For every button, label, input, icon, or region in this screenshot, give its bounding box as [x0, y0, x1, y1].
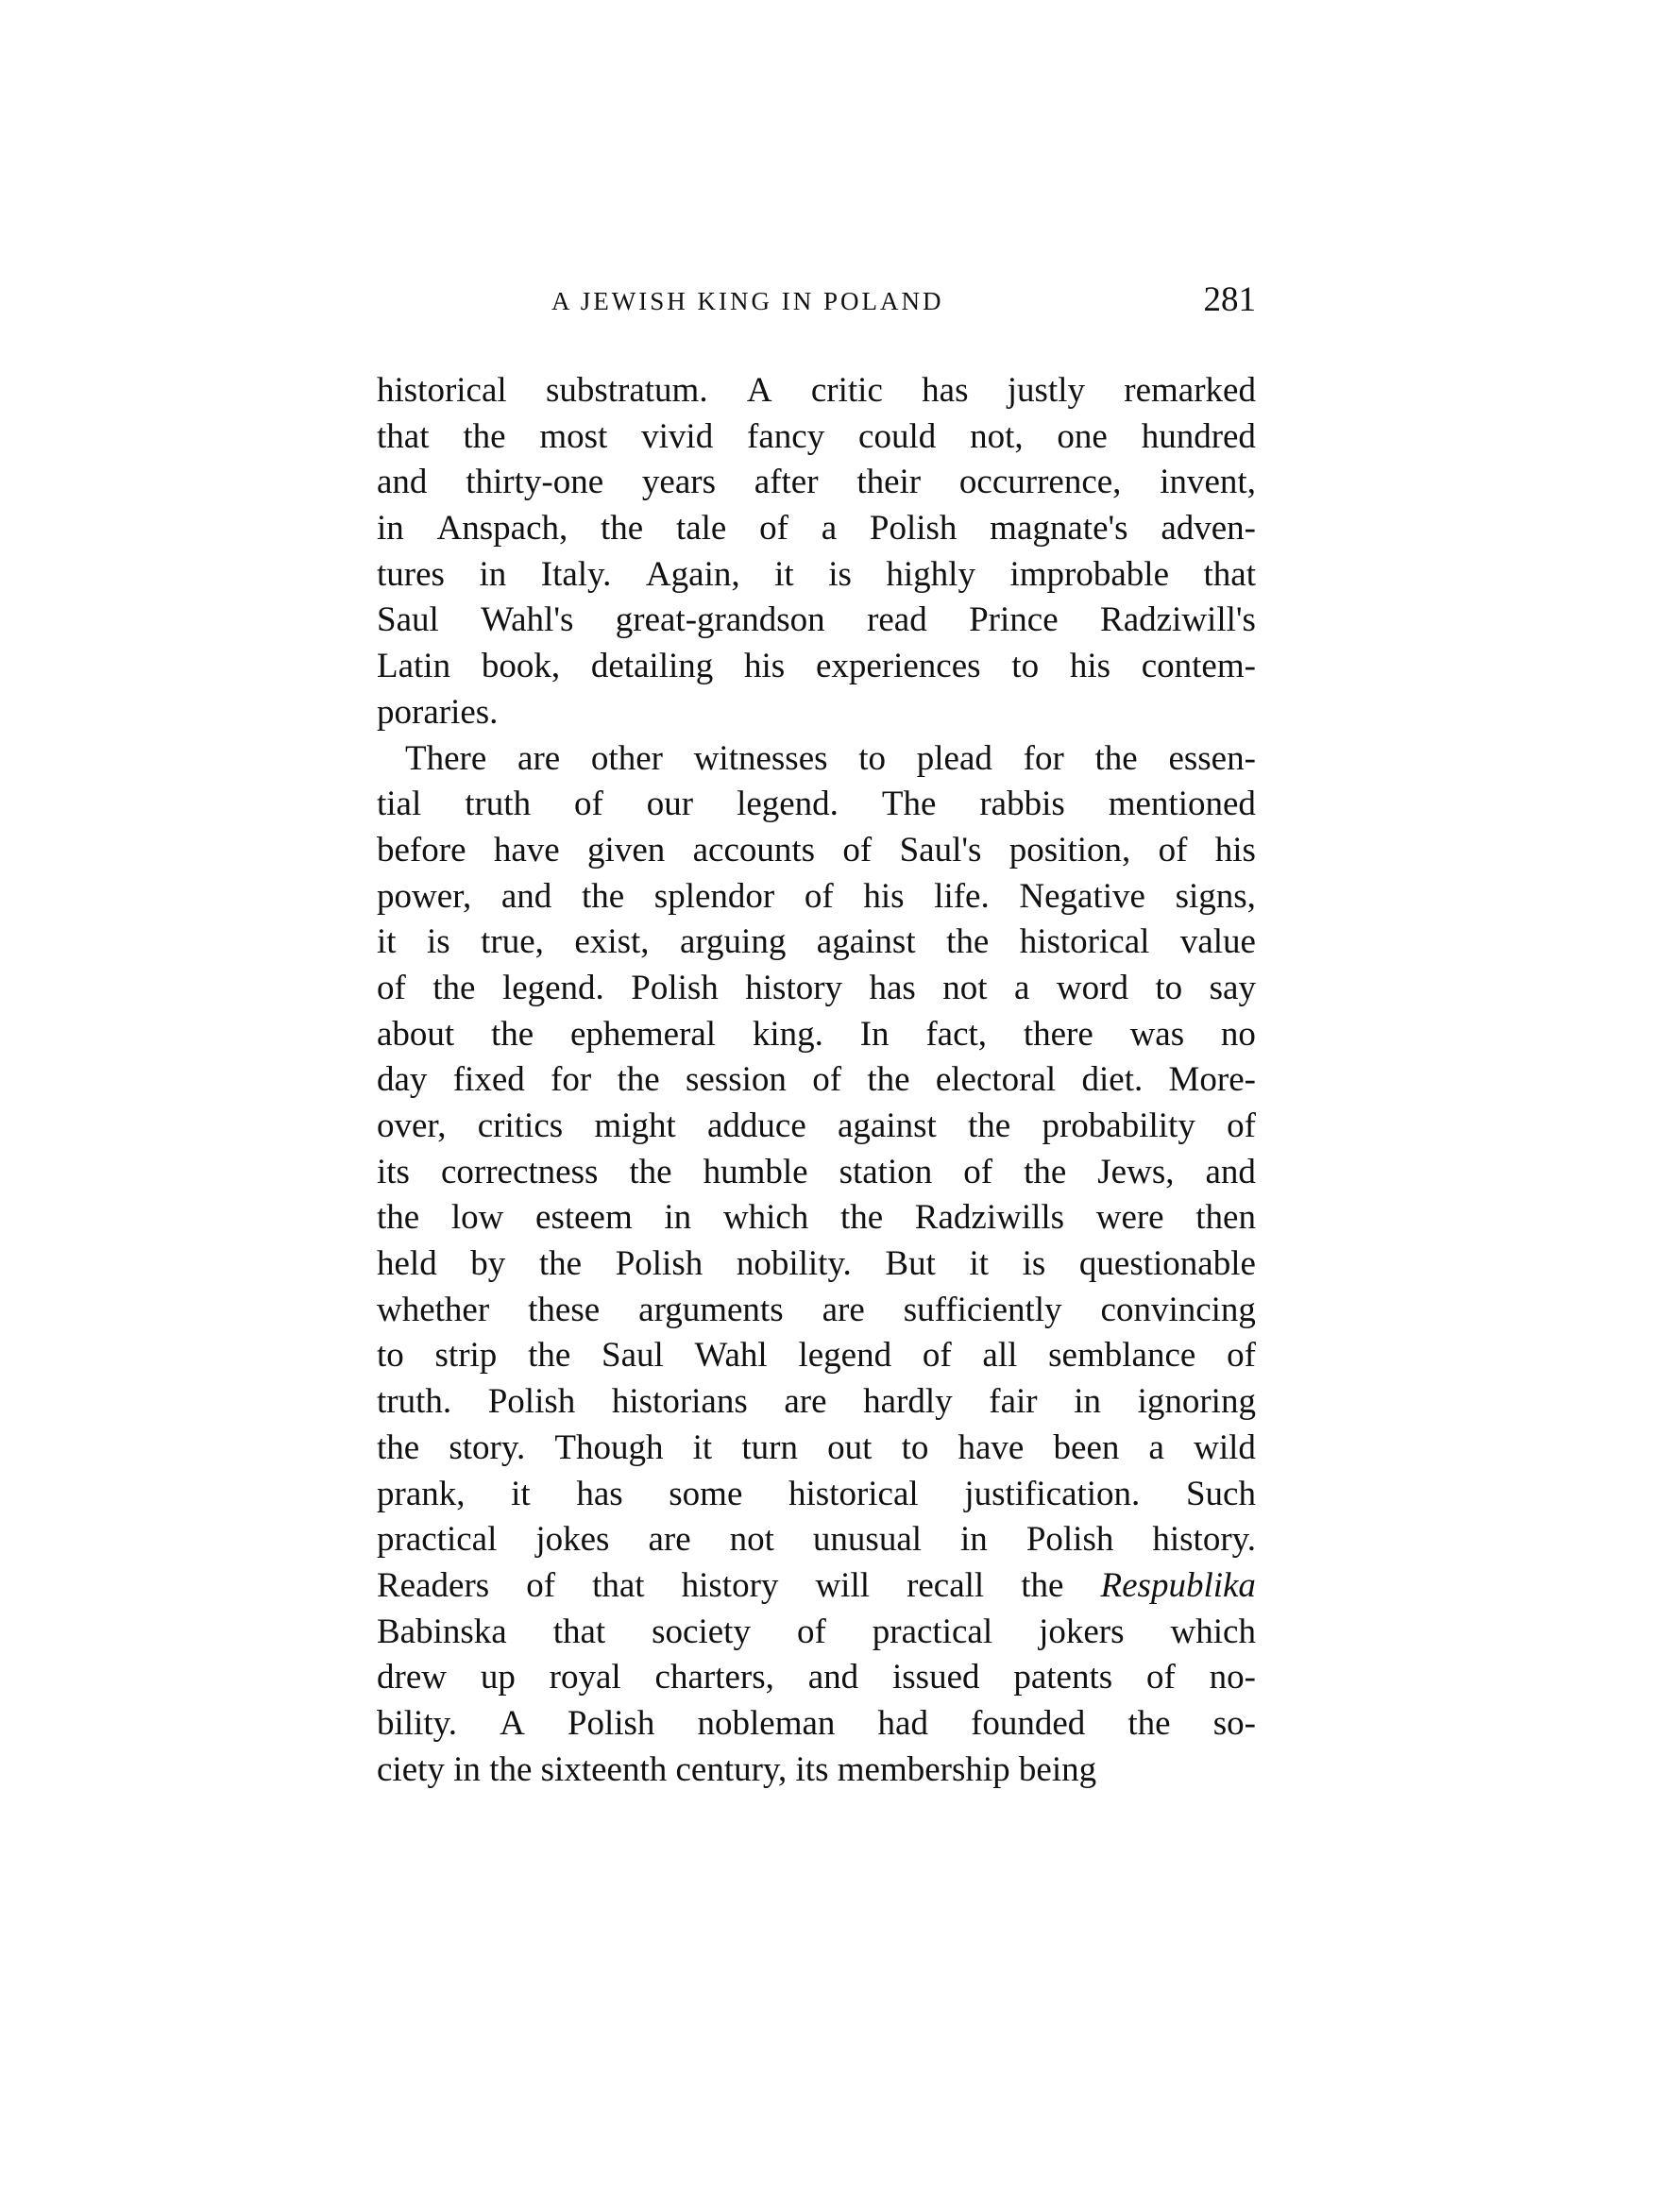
word: his: [863, 876, 905, 916]
word: ignoring: [1137, 1382, 1256, 1422]
word: the: [489, 1749, 533, 1789]
word: in: [960, 1520, 988, 1560]
word: the: [377, 1198, 420, 1238]
word: accounts: [692, 830, 816, 870]
word: has: [869, 968, 916, 1007]
word: his: [1214, 830, 1256, 870]
word: for: [1023, 738, 1064, 778]
word: turn: [741, 1427, 798, 1467]
word: In: [859, 1014, 890, 1054]
word: not,: [970, 416, 1024, 456]
word: whether: [377, 1290, 490, 1329]
word: has: [922, 371, 969, 410]
word: the: [432, 968, 476, 1007]
text-line: [377, 1150, 1256, 1196]
text-line: [377, 552, 1256, 599]
word: in: [377, 509, 404, 549]
word: practical: [872, 1612, 993, 1651]
word: could: [858, 416, 937, 456]
word: adven-: [1161, 509, 1256, 549]
word: tale: [675, 509, 727, 549]
word: More-: [1168, 1060, 1256, 1100]
word: his: [1069, 647, 1110, 686]
text-line: [377, 1379, 1256, 1426]
word: fancy: [747, 416, 825, 456]
word: poraries.: [377, 692, 499, 732]
word: founded: [971, 1703, 1086, 1743]
word: it: [969, 1244, 990, 1284]
word: day: [377, 1060, 428, 1100]
word: no-: [1209, 1658, 1256, 1697]
word: after: [754, 463, 819, 502]
text-line: [377, 598, 1256, 644]
word: thirty-one: [466, 463, 604, 502]
word: it: [377, 922, 397, 962]
text-line: [377, 644, 1256, 690]
word: hundred: [1141, 416, 1256, 456]
word: the: [528, 1336, 571, 1376]
word: had: [877, 1703, 928, 1743]
word: legend.: [737, 785, 839, 824]
word: the: [1021, 1565, 1064, 1605]
word: up: [480, 1658, 516, 1697]
word: were: [1095, 1198, 1164, 1238]
text-line: [377, 1288, 1256, 1334]
word: ciety: [377, 1749, 445, 1789]
word: has: [576, 1474, 623, 1513]
word: Radziwill's: [1100, 600, 1256, 640]
word: out: [827, 1427, 873, 1467]
word: a: [821, 509, 838, 549]
word: the: [463, 416, 506, 456]
word: it: [774, 554, 794, 594]
word: word: [1056, 968, 1128, 1007]
text-line: [377, 920, 1256, 966]
word: the: [377, 1427, 420, 1467]
word: in: [479, 554, 507, 594]
word: have: [493, 830, 560, 870]
word: detailing: [590, 647, 714, 686]
running-head-title: A JEWISH KING IN POLAND: [551, 287, 944, 315]
word: being: [1018, 1749, 1097, 1789]
word: of: [922, 1336, 952, 1376]
text-line: [377, 1610, 1256, 1656]
word: contem-: [1141, 647, 1256, 686]
word: signs,: [1175, 876, 1256, 916]
word: jokers: [1039, 1612, 1125, 1651]
word: most: [539, 416, 608, 456]
word: justification.: [964, 1474, 1141, 1513]
word: the: [629, 1152, 672, 1191]
word: critics: [477, 1106, 564, 1145]
word: of: [812, 1060, 842, 1100]
word: about: [377, 1014, 455, 1054]
word: historical: [788, 1474, 919, 1513]
word: the: [946, 922, 990, 962]
word: of: [804, 876, 834, 916]
word: witnesses: [693, 738, 828, 778]
word: not: [942, 968, 988, 1007]
word: low: [450, 1198, 504, 1238]
word: Radziwills: [914, 1198, 1065, 1238]
word: one: [1057, 416, 1108, 456]
word: great-grandson: [615, 600, 825, 640]
word: and: [807, 1658, 859, 1697]
word: some: [669, 1474, 743, 1513]
word: wild: [1194, 1427, 1256, 1467]
word: charters,: [654, 1658, 774, 1697]
word: the: [581, 876, 625, 916]
word: is: [828, 554, 852, 594]
running-head: [377, 279, 1256, 325]
word: all: [982, 1336, 1018, 1376]
word: Prince: [969, 600, 1059, 640]
word: practical: [377, 1520, 498, 1560]
word: strip: [434, 1336, 498, 1376]
word: of: [1158, 830, 1188, 870]
text-line: [377, 1012, 1256, 1058]
word: story.: [449, 1427, 526, 1467]
word: vivid: [641, 416, 714, 456]
word: legend: [798, 1336, 892, 1376]
word: power,: [377, 876, 472, 916]
word: then: [1195, 1198, 1256, 1238]
word: truth: [465, 785, 532, 824]
word: the: [968, 1106, 1011, 1145]
word: life.: [934, 876, 990, 916]
word: Negative: [1019, 876, 1145, 916]
text-line: [377, 1748, 1256, 1794]
text-line: [377, 414, 1256, 461]
word: years: [641, 463, 716, 502]
word: membership: [837, 1749, 1010, 1789]
word: of: [963, 1152, 993, 1191]
word: it: [692, 1427, 713, 1467]
word: that: [377, 416, 430, 456]
word: drew: [377, 1658, 447, 1697]
word: of: [377, 968, 406, 1007]
word: value: [1179, 922, 1256, 962]
text-line: [377, 1057, 1256, 1104]
word: that: [1203, 554, 1256, 594]
word: patents: [1013, 1658, 1113, 1697]
word: the: [601, 509, 644, 549]
word: Again,: [645, 554, 740, 594]
word: recall: [907, 1565, 985, 1605]
word: historical: [1019, 922, 1150, 962]
word: prank,: [377, 1474, 466, 1513]
word: Anspach,: [436, 509, 568, 549]
word: royal: [549, 1658, 621, 1697]
word: his: [744, 647, 786, 686]
word: correctness: [440, 1152, 599, 1191]
text-line: [377, 828, 1256, 874]
word: held: [377, 1244, 437, 1284]
word: humble: [703, 1152, 808, 1191]
word: in: [1074, 1382, 1101, 1422]
word: to: [377, 1336, 404, 1376]
word: The: [881, 785, 937, 824]
word: Polish: [487, 1382, 576, 1422]
word: electoral: [935, 1060, 1057, 1100]
word: to: [1155, 968, 1183, 1007]
word: Wahl's: [481, 600, 574, 640]
word: Polish: [631, 968, 719, 1007]
word: fixed: [452, 1060, 525, 1100]
paragraph: [377, 736, 1256, 1794]
text-line: [377, 782, 1256, 828]
word: Saul: [377, 600, 439, 640]
word: nobility.: [736, 1244, 852, 1284]
word: have: [958, 1427, 1025, 1467]
word: that: [592, 1565, 645, 1605]
word: other: [590, 738, 663, 778]
word: fact,: [925, 1014, 988, 1054]
word: truth.: [377, 1382, 452, 1422]
word: the: [538, 1244, 583, 1284]
word: the: [1024, 1152, 1067, 1191]
word: a: [1014, 968, 1030, 1007]
word: critic: [810, 371, 883, 410]
word: it: [511, 1474, 531, 1513]
word: sixteenth: [540, 1749, 668, 1789]
word: session: [686, 1060, 787, 1100]
word: of: [1146, 1658, 1176, 1697]
text-line: [377, 368, 1256, 414]
word: Latin: [377, 647, 451, 686]
word: position,: [1008, 830, 1131, 870]
text-line: [377, 874, 1256, 920]
text-line: [377, 1472, 1256, 1518]
word: semblance: [1048, 1336, 1196, 1376]
word: true,: [481, 922, 544, 962]
word: to: [858, 738, 887, 778]
word: Polish: [615, 1244, 703, 1284]
word: and: [500, 876, 552, 916]
word: unusual: [812, 1520, 923, 1560]
word: tures: [377, 554, 445, 594]
word: issued: [892, 1658, 980, 1697]
word: mentioned: [1108, 785, 1256, 824]
word: against: [837, 1106, 937, 1145]
word: there: [1023, 1014, 1093, 1054]
word: king.: [752, 1014, 823, 1054]
word: invent,: [1160, 463, 1256, 502]
word: questionable: [1078, 1244, 1256, 1284]
text-line: [377, 1104, 1256, 1150]
word: for: [551, 1060, 592, 1100]
word: which: [1170, 1612, 1256, 1651]
word: over,: [377, 1106, 447, 1145]
word: are: [784, 1382, 827, 1422]
word: not: [729, 1520, 774, 1560]
text-line: [377, 1195, 1256, 1241]
text-line: [377, 506, 1256, 552]
word: against: [816, 922, 916, 962]
text-line: [377, 966, 1256, 1012]
word: and: [1205, 1152, 1256, 1191]
word: Respublika: [1100, 1565, 1256, 1605]
word: and: [377, 463, 428, 502]
word: Jews,: [1097, 1152, 1175, 1191]
word: which: [722, 1198, 809, 1238]
page-number: 281: [1203, 280, 1256, 319]
word: A: [746, 371, 772, 410]
word: their: [856, 463, 922, 502]
text-line: [377, 736, 1256, 783]
text-line: [377, 1426, 1256, 1472]
word: historians: [611, 1382, 748, 1422]
word: the: [617, 1060, 660, 1100]
word: history: [681, 1565, 779, 1605]
word: given: [587, 830, 666, 870]
word: of: [526, 1565, 556, 1605]
word: of: [759, 509, 788, 549]
word: probability: [1042, 1106, 1195, 1145]
word: There: [405, 738, 487, 778]
word: are: [822, 1290, 865, 1329]
word: century,: [675, 1749, 788, 1789]
word: the: [839, 1198, 884, 1238]
word: by: [470, 1244, 506, 1284]
word: splendor: [653, 876, 775, 916]
word: Such: [1185, 1474, 1256, 1513]
word: say: [1209, 968, 1256, 1007]
word: arguing: [679, 922, 787, 962]
word: station: [839, 1152, 933, 1191]
word: society: [652, 1612, 751, 1651]
word: that: [552, 1612, 606, 1651]
word: occurrence,: [958, 463, 1122, 502]
word: are: [517, 738, 561, 778]
word: Though: [554, 1427, 664, 1467]
word: rabbis: [979, 785, 1065, 824]
text-line: [377, 1701, 1256, 1748]
word: historical: [377, 371, 507, 410]
word: the: [1127, 1703, 1171, 1743]
word: Wahl: [694, 1336, 768, 1376]
text-line: [377, 1517, 1256, 1563]
word: so-: [1212, 1703, 1256, 1743]
word: fair: [989, 1382, 1038, 1422]
word: substratum.: [545, 371, 708, 410]
word: magnate's: [990, 509, 1128, 549]
word: in: [664, 1198, 692, 1238]
word: its: [795, 1749, 829, 1789]
word: Polish: [567, 1703, 655, 1743]
word: the: [867, 1060, 910, 1100]
word: jokes: [535, 1520, 610, 1560]
word: are: [648, 1520, 691, 1560]
word: of: [1227, 1336, 1256, 1376]
word: adduce: [706, 1106, 806, 1145]
word: improbable: [1009, 554, 1169, 594]
word: ephemeral: [570, 1014, 717, 1054]
word: nobleman: [697, 1703, 836, 1743]
word: highly: [886, 554, 975, 594]
text-line: [377, 1655, 1256, 1701]
word: a: [1148, 1427, 1164, 1467]
word: Italy.: [540, 554, 612, 594]
word: is: [1022, 1244, 1046, 1284]
word: Babinska: [377, 1612, 507, 1651]
word: these: [528, 1290, 601, 1329]
word: bility.: [377, 1703, 457, 1743]
word: tial: [377, 785, 422, 824]
word: experiences: [815, 647, 981, 686]
word: diet.: [1081, 1060, 1144, 1100]
word: Saul: [602, 1336, 664, 1376]
word: was: [1129, 1014, 1185, 1054]
word: sufficiently: [903, 1290, 1062, 1329]
word: of: [842, 830, 873, 870]
word: to: [1011, 647, 1040, 686]
word: its: [377, 1152, 410, 1191]
body-text: [377, 368, 1256, 1793]
word: remarked: [1124, 371, 1256, 410]
word: will: [815, 1565, 871, 1605]
word: plead: [916, 738, 992, 778]
word: to: [901, 1427, 929, 1467]
word: Polish: [1025, 1520, 1114, 1560]
word: of: [796, 1612, 826, 1651]
text-line: [377, 460, 1256, 506]
word: is: [427, 922, 450, 962]
word: legend.: [501, 968, 604, 1007]
word: been: [1053, 1427, 1120, 1467]
word: A: [500, 1703, 525, 1743]
word: esteem: [535, 1198, 633, 1238]
word: before: [377, 830, 466, 870]
word: justly: [1007, 371, 1085, 410]
word: the: [1094, 738, 1138, 778]
text-line: [377, 1333, 1256, 1379]
word: of: [1227, 1106, 1256, 1145]
word: Saul's: [899, 830, 982, 870]
word: Polish: [869, 509, 958, 549]
word: hardly: [863, 1382, 953, 1422]
text-line: [377, 1241, 1256, 1288]
word: our: [646, 785, 694, 824]
word: of: [574, 785, 603, 824]
word: convincing: [1100, 1290, 1256, 1329]
word: essen-: [1168, 738, 1256, 778]
word: book,: [481, 647, 561, 686]
word: arguments: [638, 1290, 784, 1329]
word: no: [1220, 1014, 1256, 1054]
word: Readers: [377, 1565, 490, 1605]
word: the: [491, 1014, 534, 1054]
text-line: [377, 1563, 1256, 1610]
word: history: [745, 968, 843, 1007]
word: in: [453, 1749, 481, 1789]
word: But: [885, 1244, 936, 1284]
word: exist,: [574, 922, 650, 962]
text-line: [377, 690, 1256, 736]
paragraph: [377, 368, 1256, 736]
word: history.: [1152, 1520, 1256, 1560]
word: might: [594, 1106, 676, 1145]
word: read: [867, 600, 927, 640]
